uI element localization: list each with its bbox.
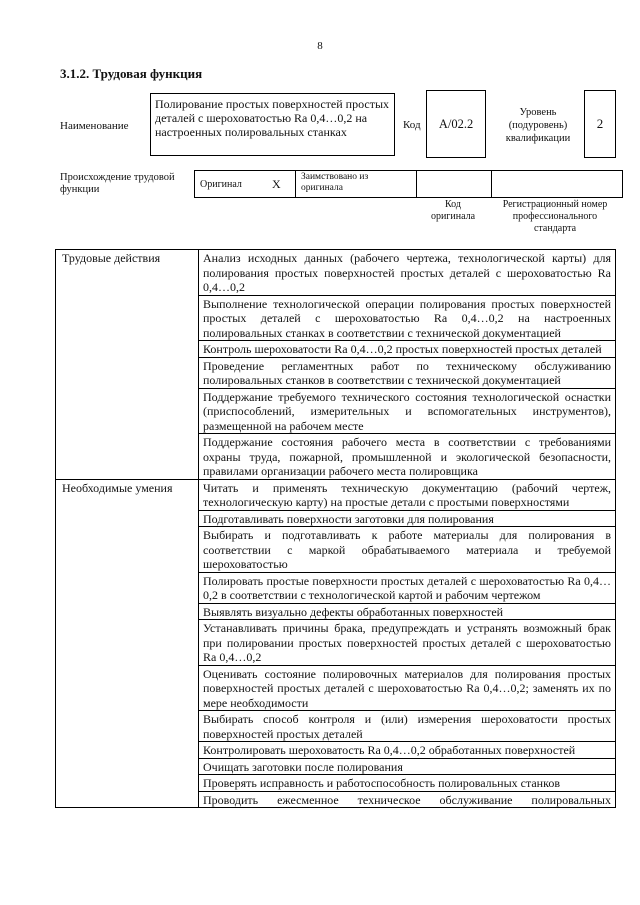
origin-table xyxy=(194,170,623,198)
registration-caption-line-1: Регистрационный номер xyxy=(502,199,608,210)
registration-number-caption xyxy=(490,199,620,235)
level-label-line-2: (подуровень) xyxy=(508,120,568,131)
borrowed-label-line-2: оригинала xyxy=(301,183,343,193)
original-label: Оригинал xyxy=(195,171,268,198)
function-name-box: Полирование простых поверхностей простых деталей с шероховатостью Ra 0,4…0,2 на настроенных полировальных станках xyxy=(150,93,395,156)
origin-label-line-1: Происхождение трудовой xyxy=(60,172,175,183)
labor-action-item: Контроль шероховатости Ra 0,4…0,2 простых поверхностей простых деталей xyxy=(199,341,616,358)
skill-item: Полировать простые поверхности простых деталей с шероховатостью Ra 0,4…0,2 в соответствии с технологической картой и рабочим чертежом xyxy=(199,572,616,603)
registration-number-cell xyxy=(492,171,623,198)
borrowed-label-line-1: Заимствовано из xyxy=(301,172,369,182)
skill-item: Выбирать способ контроля и (или) измерения шероховатости простых поверхностей простых деталей xyxy=(199,711,616,742)
origin-label xyxy=(60,172,175,196)
skill-item: Выбирать и подготавливать к работе материалы для полирования в соответствии с маркой обрабатываемого материала и требуемой шероховатостью xyxy=(199,527,616,573)
labor-action-item: Поддержание требуемого технического состояния технологической оснастки (приспособлений, измерительных и вспомогательных инструментов), размещенной на рабочем месте xyxy=(199,388,616,434)
page-number: 8 xyxy=(317,40,323,52)
origin-label-line-2: функции xyxy=(60,184,100,195)
skill-item: Читать и применять техническую документацию (рабочий чертеж, технологическую карту) на простые детали с простыми поверхностями xyxy=(199,479,616,510)
name-label: Наименование xyxy=(60,120,129,132)
code-label: Код xyxy=(403,119,421,131)
function-code-box: А/02.2 xyxy=(426,90,486,158)
skill-item: Контролировать шероховатость Ra 0,4…0,2 обработанных поверхностей xyxy=(199,742,616,759)
table-row xyxy=(56,250,616,296)
skill-item: Устанавливать причины брака, предупреждать и устранять возможный брак при полировании простых поверхностей простых деталей с шероховатостью Ra 0,4…0,2 xyxy=(199,620,616,666)
skill-item: Очищать заготовки после полирования xyxy=(199,758,616,775)
skill-item: Оценивать состояние полировочных материалов для полирования простых поверхностей простых деталей с шероховатостью Ra 0,4…0,2; заменять их по мере необходимости xyxy=(199,665,616,711)
labor-action-item: Анализ исходных данных (рабочего чертежа, технологической карты) для полирования простых поверхностей простых деталей с шероховатостью Ra 0,4…0,2 xyxy=(199,250,616,296)
level-label-line-1: Уровень xyxy=(519,107,557,118)
borrowed-label xyxy=(296,171,417,198)
skill-item: Проводить ежесменное техническое обслуживание полировальных xyxy=(199,791,616,808)
labor-actions-label: Трудовые действия xyxy=(56,250,199,480)
level-label xyxy=(496,106,580,145)
function-details-table xyxy=(55,249,616,808)
table-row xyxy=(56,479,616,510)
labor-action-item: Проведение регламентных работ по техническому обслуживанию полировальных станков в соответствии с технической документацией xyxy=(199,357,616,388)
labor-action-item: Поддержание состояния рабочего места в соответствии с требованиями охраны труда, пожарной, промышленной и экологической безопасности, правилами организации рабочего места полировщика xyxy=(199,434,616,480)
original-code-caption-line-2: оригинала xyxy=(430,211,476,222)
registration-caption-line-3: стандарта xyxy=(533,223,577,234)
original-code-caption xyxy=(420,199,486,223)
skill-item: Выявлять визуально дефекты обработанных поверхностей xyxy=(199,603,616,620)
original-code-caption-line-1: Код xyxy=(445,199,461,210)
skill-item: Проверять исправность и работоспособность полировальных станков xyxy=(199,775,616,792)
original-mark: X xyxy=(267,171,296,198)
labor-action-item: Выполнение технологической операции полирования простых поверхностей простых деталей с шероховатостью Ra 0,4…0,2 на настроенных полировальных станках в соответствии с технической документацией xyxy=(199,295,616,341)
skill-item: Подготавливать поверхности заготовки для полирования xyxy=(199,510,616,527)
section-title: 3.1.2. Трудовая функция xyxy=(60,66,203,81)
registration-caption-line-2: профессионального xyxy=(512,211,598,222)
skills-label: Необходимые умения xyxy=(56,479,199,808)
level-label-line-3: квалификации xyxy=(505,133,571,144)
qualification-level-box: 2 xyxy=(584,90,616,158)
original-code-cell xyxy=(417,171,492,198)
